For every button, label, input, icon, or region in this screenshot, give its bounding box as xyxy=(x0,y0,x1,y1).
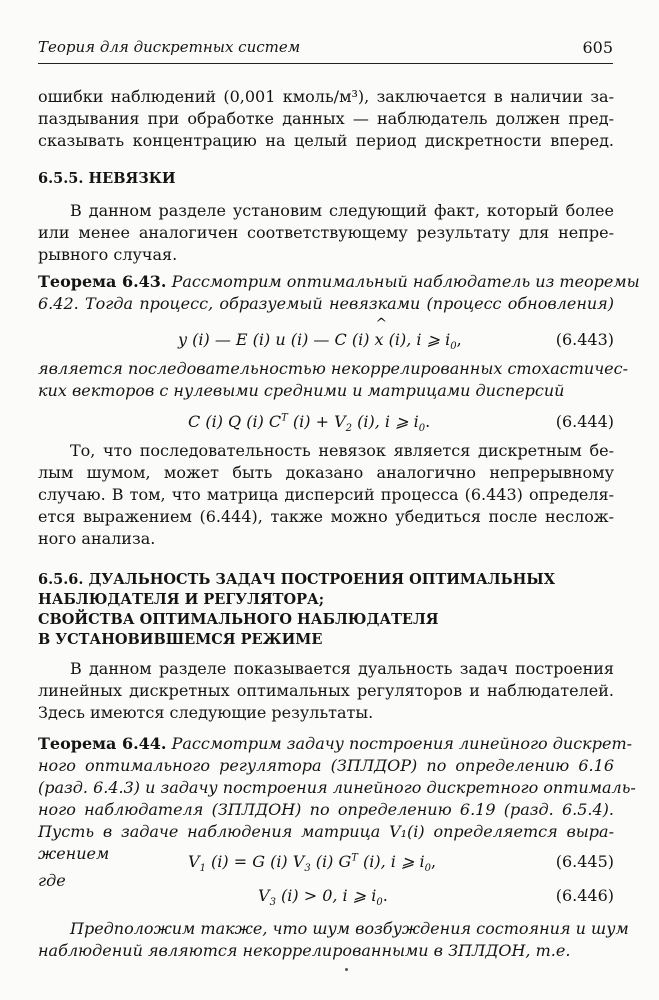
theorem-643-statement xyxy=(38,271,640,315)
equation-number: (6.446) xyxy=(555,886,614,905)
section-heading-655: 6.5.5. НЕВЯЗКИ xyxy=(38,170,176,187)
text-line: ется выражением (6.444), также можно убедиться после неслож- xyxy=(38,507,614,526)
text-line: является последовательностью некоррелированных стохастичес- xyxy=(38,359,629,378)
section-heading-656 xyxy=(38,570,614,650)
header-rule xyxy=(38,63,613,64)
text-line: лым шумом, может быть доказано аналогично непрерывному xyxy=(38,463,614,482)
text-line: паздывания при обработке данных — наблюдатель должен пред- xyxy=(38,109,614,128)
text-line: случаю. В том, что матрица дисперсий процесса (6.443) определя- xyxy=(38,485,614,504)
text-line: То, что последовательность невязок является дискретным бе- xyxy=(70,441,614,460)
equation-6-444 xyxy=(38,410,614,436)
text-line: линейных дискретных оптимальных регуляторов и наблюдателей. xyxy=(38,681,614,700)
text-line: В данном разделе показывается дуальность задач построения xyxy=(70,659,614,678)
where-word: где xyxy=(38,871,66,890)
text-line: ного наблюдателя (ЗПЛДОН) по определению 6.19 (разд. 6.5.4). xyxy=(38,800,614,819)
heading-line: СВОЙСТВА ОПТИМАЛЬНОГО НАБЛЮДАТЕЛЯ xyxy=(38,611,439,628)
theorem-label: Теорема 6.44. xyxy=(38,734,167,753)
print-speck xyxy=(345,968,348,971)
theorem-643-after xyxy=(38,440,614,550)
theorem-label: Теорема 6.43. xyxy=(38,272,167,291)
text-line: сказывать концентрацию на целый период дискретности вперед. xyxy=(38,131,614,150)
running-title: Теория для дискретных систем xyxy=(38,38,301,56)
equation-number: (6.444) xyxy=(555,412,614,431)
text-line: жением xyxy=(38,844,110,863)
text-line: ошибки наблюдений (0,001 кмоль/м³), заключается в наличии за- xyxy=(38,87,614,106)
text-line: 6.42. Тогда процесс, образуемый невязками (процесс обновления) xyxy=(38,294,614,313)
theorem-text: Рассмотрим оптимальный наблюдатель из теоремы xyxy=(166,272,640,291)
equation-body: C (i) Q (i) $C^T$ $(i) + V_2$ (i), i ⩾ $i_0$. xyxy=(188,412,431,435)
theorem-644-statement xyxy=(38,733,636,865)
text-line: рывного случая. xyxy=(38,245,178,264)
text-line xyxy=(38,733,633,755)
equation-body: $V_3$ (i) > 0, i ⩾ $i_0$. xyxy=(258,886,388,909)
equation-number: (6.443) xyxy=(555,330,614,349)
section-656-paragraph xyxy=(38,658,614,724)
intro-paragraph xyxy=(38,86,614,152)
text-line: Пусть в задаче наблюдения матрица V₁(i) определяется выра- xyxy=(38,822,614,841)
page-number: 605 xyxy=(582,38,613,57)
heading-line: 6.5.6. ДУАЛЬНОСТЬ ЗАДАЧ ПОСТРОЕНИЯ ОПТИМАЛЬНЫХ xyxy=(38,571,555,588)
x-hat-symbol: ^ x xyxy=(375,330,384,349)
equation-body: $V_1$ (i) = G (i) $V_3$ (i) $G^T$ (i), i ⩾ $i_0$, xyxy=(188,852,437,875)
text-line: Здесь имеются следующие результаты. xyxy=(38,703,374,722)
text-line: (разд. 6.4.3) и задачу построения линейного дискретного оптималь- xyxy=(38,778,636,797)
text-line: ного анализа. xyxy=(38,529,156,548)
heading-line: НАБЛЮДАТЕЛЯ И РЕГУЛЯТОРА; xyxy=(38,591,325,608)
equation-number: (6.445) xyxy=(555,852,614,871)
text-line: ного оптимального регулятора (ЗПЛДОР) по определению 6.16 xyxy=(38,756,614,775)
equation-6-443 xyxy=(38,328,614,354)
theorem-643-middle xyxy=(38,358,629,402)
section-655-paragraph xyxy=(38,200,614,266)
text-line xyxy=(38,271,640,293)
heading-line: В УСТАНОВИВШЕМСЯ РЕЖИМЕ xyxy=(38,631,323,648)
closing-paragraph xyxy=(38,918,629,962)
text-line: или менее аналогичен соответствующему результату для непре- xyxy=(38,223,614,242)
text-line: Предположим также, что шум возбуждения состояния и шум xyxy=(70,919,629,938)
equation-body: y (i) — E (i) u (i) — C (i) ^ x (i), i ⩾ $i_0$, xyxy=(178,330,462,352)
equation-6-446 xyxy=(38,884,614,910)
page-header xyxy=(38,32,613,64)
text-line: наблюдений являются некоррелированными в ЗПЛДОН, т.е. xyxy=(38,941,571,960)
text-line: ких векторов с нулевыми средними и матрицами дисперсий xyxy=(38,381,565,400)
theorem-text: Рассмотрим задачу построения линейного дискрет- xyxy=(166,734,633,753)
text-line: В данном разделе установим следующий факт, который более xyxy=(70,201,614,220)
